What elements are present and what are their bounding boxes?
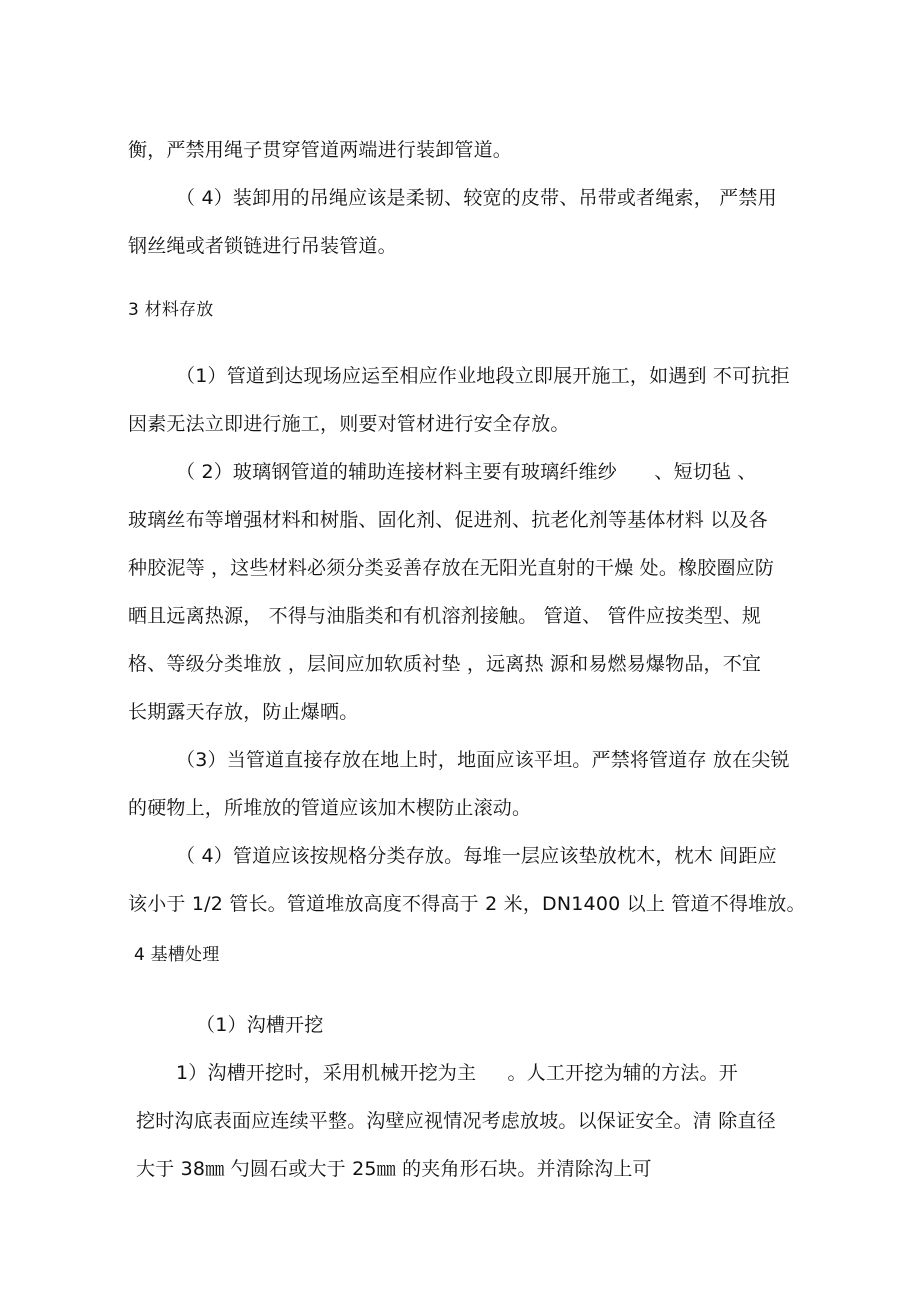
paragraph-line-21: 大于 38㎜ 勺圆石或大于 25㎜ 的夹角形石块。并清除沟上可 <box>136 1158 652 1180</box>
paragraph-line-1: 衡，严禁用绳子贯穿管道两端进行装卸管道。 <box>128 139 513 161</box>
paragraph-line-19: 1）沟槽开挖时，采用机械开挖为主 。人工开挖为辅的方法。开 <box>176 1062 738 1084</box>
paragraph-line-7: （ 2）玻璃钢管道的辅助连接材料主要有玻璃纤维纱 、短切毡 、 <box>176 461 757 483</box>
paragraph-line-16: 该小于 1/2 管长。管道堆放高度不得高于 2 米，DN1400 以上 管道不得堆放。 <box>128 893 806 915</box>
subsection-heading: （1）沟槽开挖 <box>196 1014 324 1036</box>
section-heading-4: 4 基槽处理 <box>134 945 220 965</box>
paragraph-line-20: 挖时沟底表面应连续平整。沟壁应视情况考虑放坡。以保证安全。清 除直径 <box>136 1110 776 1132</box>
paragraph-line-9: 种胶泥等 ，这些材料必须分类妥善存放在无阳光直射的干燥 处。橡胶圈应防 <box>128 557 775 579</box>
paragraph-line-3: 钢丝绳或者锁链进行吊装管道。 <box>128 235 397 257</box>
paragraph-line-11: 格、等级分类堆放 ，层间应加软质衬垫 ，远离热 源和易燃易爆物品，不宜 <box>128 653 762 675</box>
paragraph-line-8: 玻璃丝布等增强材料和树脂、固化剂、促进剂、抗老化剂等基体材料 以及各 <box>128 509 768 531</box>
section-heading-3: 3 材料存放 <box>128 300 214 320</box>
paragraph-line-12: 长期露天存放，防止爆晒。 <box>128 701 359 723</box>
paragraph-line-15: （ 4）管道应该按规格分类存放。每堆一层应该垫放枕木，枕木 间距应 <box>176 845 777 867</box>
paragraph-line-2: （ 4）装卸用的吊绳应该是柔韧、较宽的皮带、吊带或者绳索， 严禁用 <box>176 187 777 209</box>
paragraph-line-13: （3）当管道直接存放在地上时，地面应该平坦。严禁将管道存 放在尖锐 <box>176 749 790 771</box>
paragraph-line-6: 因素无法立即进行施工，则要对管材进行安全存放。 <box>128 413 570 435</box>
paragraph-line-10: 晒且远离热源， 不得与油脂类和有机溶剂接触。 管道、 管件应按类型、规 <box>128 605 762 627</box>
paragraph-line-5: （1）管道到达现场应运至相应作业地段立即展开施工，如遇到 不可抗拒 <box>176 365 790 387</box>
paragraph-line-14: 的硬物上，所堆放的管道应该加木楔防止滚动。 <box>128 797 532 819</box>
